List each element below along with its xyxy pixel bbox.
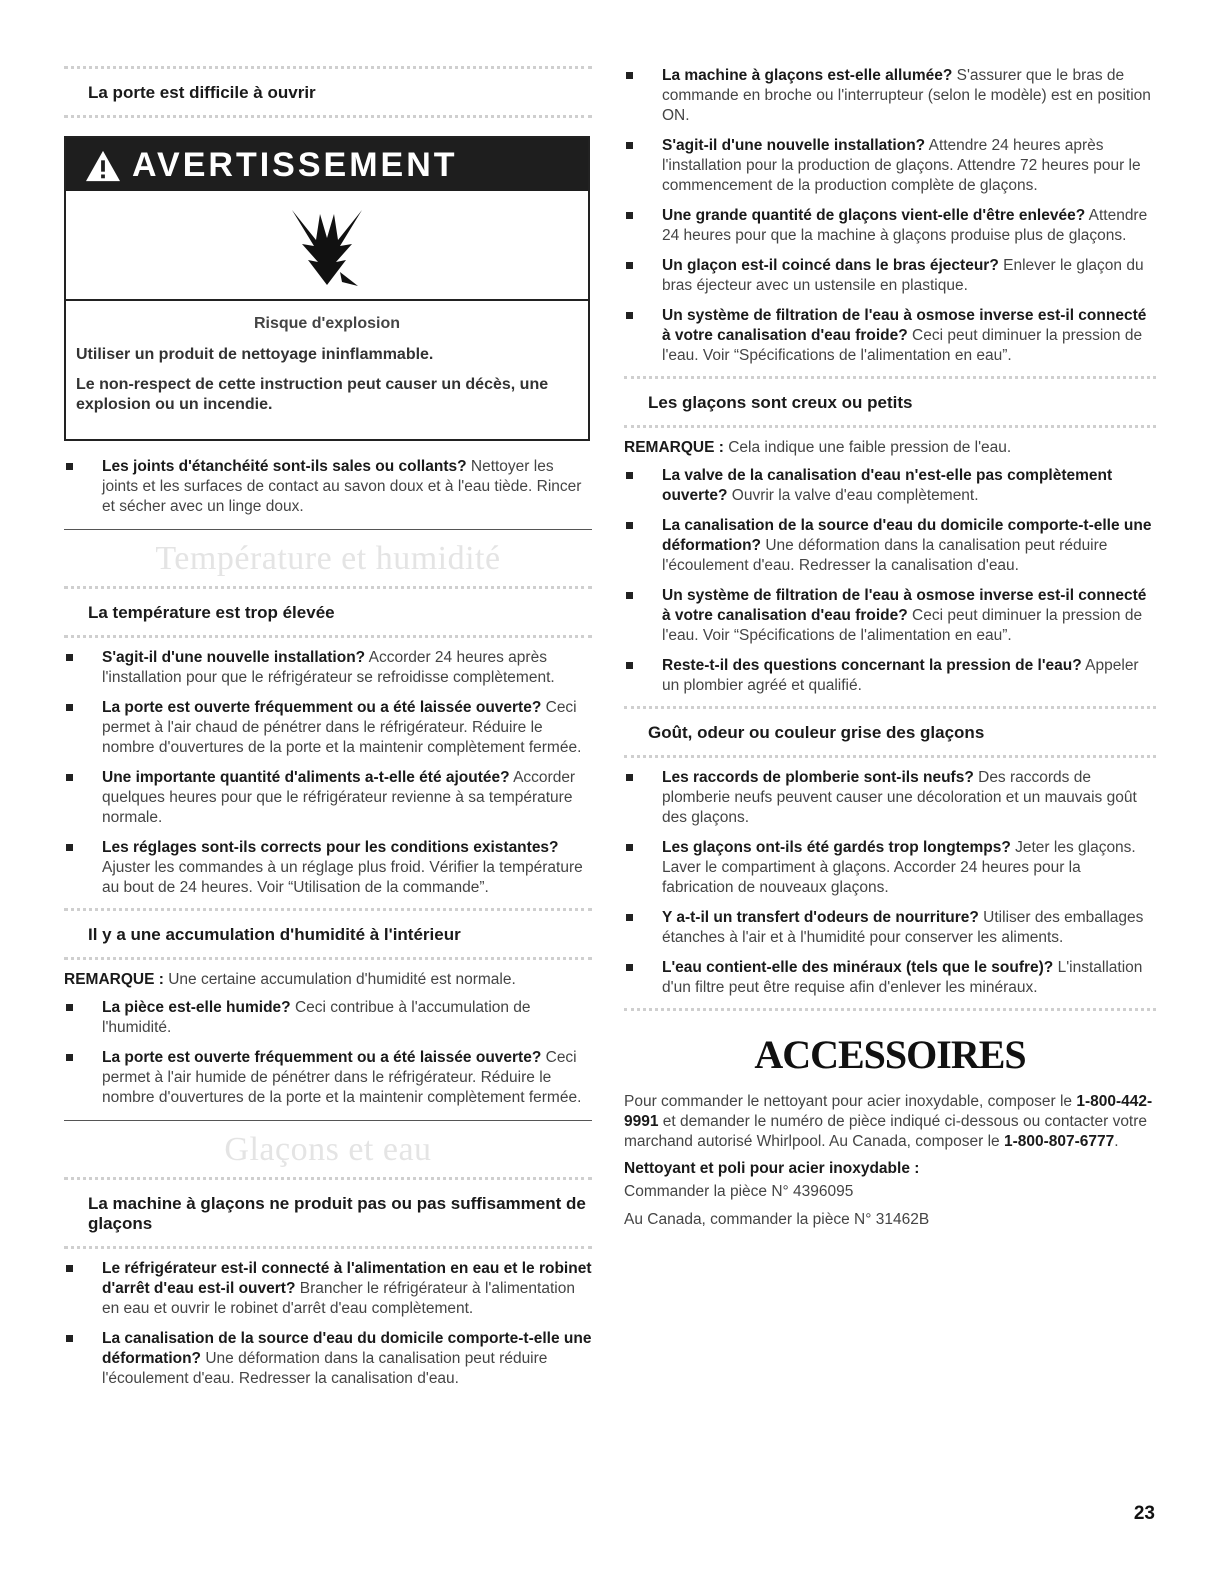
answer: Une déformation dans la canalisation peut réduire l'écoulement d'eau. Redresser la canalisation d'eau. bbox=[662, 537, 1108, 574]
list-item bbox=[624, 136, 1156, 196]
answer: Attendre 24 heures pour que la machine à glaçons produise plus de glaçons. bbox=[662, 207, 1148, 244]
hollow-heading: Les glaçons sont creux ou petits bbox=[624, 376, 1156, 428]
question: La canalisation de la source d'eau du domicile comporte-t-elle une déformation? bbox=[102, 1330, 592, 1367]
question: La pièce est-elle humide? bbox=[102, 999, 291, 1016]
list-item bbox=[624, 908, 1156, 948]
list-item bbox=[624, 656, 1156, 696]
list-item bbox=[624, 306, 1156, 366]
answer: Ceci permet à l'air chaud de pénétrer dans le réfrigérateur. Réduire le nombre d'ouvertures de la porte et la maintenir complètement fermée. bbox=[102, 699, 582, 756]
section-title-ice: Glaçons et eau bbox=[64, 1120, 592, 1169]
question: Une grande quantité de glaçons vient-elle d'être enlevée? bbox=[662, 207, 1086, 224]
answer: Ceci contribue à l'accumulation de l'humidité. bbox=[102, 999, 531, 1036]
warning-box bbox=[64, 136, 590, 441]
question: Un système de filtration de l'eau à osmose inverse est-il connecté à votre canalisation d'eau froide? bbox=[662, 587, 1147, 624]
list-item bbox=[624, 516, 1156, 576]
door-list bbox=[64, 457, 592, 517]
hollow-list bbox=[624, 466, 1156, 696]
warning-title: AVERTISSEMENT bbox=[132, 146, 458, 184]
question: Une importante quantité d'aliments a-t-elle été ajoutée? bbox=[102, 769, 510, 786]
question: L'eau contient-elle des minéraux (tels que le soufre)? bbox=[662, 959, 1054, 976]
bullet-icon bbox=[66, 844, 73, 851]
warning-line1: Utiliser un produit de nettoyage ininflammable. bbox=[76, 346, 434, 363]
bullet-icon bbox=[626, 212, 633, 219]
list-item bbox=[624, 958, 1156, 998]
section-title-temperature: Température et humidité bbox=[64, 529, 592, 578]
list-item bbox=[64, 1048, 592, 1108]
bullet-icon bbox=[66, 463, 73, 470]
temp-list bbox=[64, 648, 592, 898]
phone-number-us: 1-800-442-9991 bbox=[624, 1093, 1153, 1130]
bullet-icon bbox=[626, 914, 633, 921]
bullet-icon bbox=[626, 774, 633, 781]
answer: L'installation d'un filtre peut être requise afin d'enlever les minéraux. bbox=[662, 959, 1143, 996]
phone-number-canada: 1-800-807-6777 bbox=[1003, 1133, 1115, 1150]
answer: Nettoyer les joints et les surfaces de contact au savon doux et à l'eau tiède. Rincer et sécher avec un linge doux. bbox=[102, 458, 582, 515]
warning-risk: Risque d'explosion bbox=[253, 315, 401, 332]
question: La canalisation de la source d'eau du domicile comporte-t-elle une déformation? bbox=[662, 517, 1152, 554]
answer: Des raccords de plomberie neufs peuvent causer une décoloration et un mauvais goût des glaçons. bbox=[662, 769, 1137, 826]
humid-heading: Il y a une accumulation d'humidité à l'intérieur bbox=[64, 908, 592, 960]
accessories-paragraph bbox=[624, 1092, 1156, 1152]
note-label: REMARQUE : bbox=[64, 971, 164, 988]
list-item bbox=[624, 256, 1156, 296]
answer: Jeter les glaçons. Laver le compartiment à glaçons. Accorder 24 heures pour la fabrication de nouveaux glaçons. bbox=[662, 839, 1136, 896]
answer: Ceci peut diminuer la pression de l'eau. Voir “Spécifications de l'alimentation en eau”. bbox=[662, 327, 1143, 364]
acc-text-b: et demander le numéro de pièce indiqué ci-dessous ou contacter votre marchand autorisé Whirlpool. Au Canada, composer le bbox=[624, 1113, 1148, 1150]
bullet-icon bbox=[66, 654, 73, 661]
left-column bbox=[64, 66, 592, 1399]
list-item bbox=[624, 586, 1156, 646]
list-item bbox=[64, 768, 592, 828]
door-heading: La porte est difficile à ouvrir bbox=[64, 66, 592, 118]
order-part-us: Commander la pièce N° 4396095 bbox=[624, 1183, 854, 1200]
answer: Accorder quelques heures pour que le réfrigérateur revienne à sa température normale. bbox=[102, 769, 576, 826]
question: Reste-t-il des questions concernant la pression de l'eau? bbox=[662, 657, 1082, 674]
answer: Ceci peut diminuer la pression de l'eau. Voir “Spécifications de l'alimentation en eau”. bbox=[662, 607, 1143, 644]
question: Y a-t-il un transfert d'odeurs de nourriture? bbox=[662, 909, 979, 926]
bullet-icon bbox=[66, 1265, 73, 1272]
answer: Brancher le réfrigérateur à l'alimentation en eau et ouvrir le robinet d'arrêt d'eau complètement. bbox=[102, 1280, 575, 1317]
list-item bbox=[64, 1329, 592, 1389]
question: Un glaçon est-il coincé dans le bras éjecteur? bbox=[662, 257, 999, 274]
bullet-icon bbox=[626, 142, 633, 149]
list-item bbox=[624, 66, 1156, 126]
right-column bbox=[624, 66, 1156, 1238]
note-text: Cela indique une faible pression de l'eau. bbox=[723, 439, 1012, 456]
question: Les glaçons ont-ils été gardés trop longtemps? bbox=[662, 839, 1011, 856]
taste-list bbox=[624, 768, 1156, 998]
question: Les raccords de plomberie sont-ils neufs? bbox=[662, 769, 974, 786]
warning-body bbox=[66, 301, 588, 439]
note-label: REMARQUE : bbox=[624, 439, 724, 456]
bullet-icon bbox=[66, 1054, 73, 1061]
answer: Appeler un plombier agréé et qualifié. bbox=[662, 657, 1139, 694]
answer: Une déformation dans la canalisation peut réduire l'écoulement d'eau. Redresser la canalisation d'eau. bbox=[102, 1350, 548, 1387]
list-item bbox=[624, 466, 1156, 506]
list-item bbox=[64, 457, 592, 517]
humid-list bbox=[64, 998, 592, 1108]
answer: Accorder 24 heures après l'installation pour que le réfrigérateur se refroidisse complètement. bbox=[102, 649, 555, 686]
answer: Attendre 24 heures après l'installation pour la production de glaçons. Attendre 72 heures pour le commencement de la production complète de glaçons. bbox=[662, 137, 1141, 194]
temp-heading: La température est trop élevée bbox=[64, 586, 592, 638]
hollow-note bbox=[624, 438, 1156, 458]
bullet-icon bbox=[66, 1335, 73, 1342]
order-part-canada: Au Canada, commander la pièce N° 31462B bbox=[624, 1211, 930, 1228]
list-item bbox=[624, 768, 1156, 828]
question: La porte est ouverte fréquemment ou a été laissée ouverte? bbox=[102, 1049, 542, 1066]
ice-list-continued bbox=[624, 66, 1156, 366]
list-item bbox=[64, 648, 592, 688]
bullet-icon bbox=[626, 964, 633, 971]
bullet-icon bbox=[626, 312, 633, 319]
answer: Ouvrir la valve d'eau complètement. bbox=[727, 487, 979, 504]
acc-text-a: Pour commander le nettoyant pour acier inoxydable, composer le bbox=[624, 1093, 1077, 1110]
note-text: Une certaine accumulation d'humidité est normale. bbox=[163, 971, 516, 988]
question: La machine à glaçons est-elle allumée? bbox=[662, 67, 953, 84]
list-item bbox=[64, 698, 592, 758]
question: Les réglages sont-ils corrects pour les conditions existantes? bbox=[102, 839, 559, 856]
question: Les joints d'étanchéité sont-ils sales ou collants? bbox=[102, 458, 467, 475]
list-item bbox=[64, 838, 592, 898]
warning-line2: Le non-respect de cette instruction peut causer un décès, une explosion ou un incendie. bbox=[76, 376, 549, 413]
answer: Ajuster les commandes à un réglage plus froid. Vérifier la température au bout de 24 heures. Voir “Utilisation de la commande”. bbox=[102, 859, 583, 896]
explosion-icon bbox=[66, 191, 588, 301]
question: S'agit-il d'une nouvelle installation? bbox=[102, 649, 366, 666]
bullet-icon bbox=[626, 844, 633, 851]
warning-triangle-icon bbox=[84, 149, 122, 183]
question: S'agit-il d'une nouvelle installation? bbox=[662, 137, 926, 154]
accessories-title: ACCESSOIRES bbox=[624, 1008, 1156, 1078]
list-item bbox=[64, 998, 592, 1038]
acc-text-c: . bbox=[1114, 1133, 1119, 1150]
answer: S'assurer que le bras de commande en broche ou l'interrupteur (selon le modèle) est en position ON. bbox=[662, 67, 1151, 124]
product-name: Nettoyant et poli pour acier inoxydable : bbox=[624, 1160, 920, 1177]
question: Un système de filtration de l'eau à osmose inverse est-il connecté à votre canalisation d'eau froide? bbox=[662, 307, 1147, 344]
bullet-icon bbox=[66, 704, 73, 711]
question: Le réfrigérateur est-il connecté à l'alimentation en eau et le robinet d'arrêt d'eau est-il ouvert? bbox=[102, 1260, 592, 1297]
answer: Ceci permet à l'air humide de pénétrer dans le réfrigérateur. Réduire le nombre d'ouvertures de la porte et la maintenir complètement fermée. bbox=[102, 1049, 582, 1106]
ice-list bbox=[64, 1259, 592, 1389]
answer: Enlever le glaçon du bras éjecteur avec un ustensile en plastique. bbox=[662, 257, 1144, 294]
question: La valve de la canalisation d'eau n'est-elle pas complètement ouverte? bbox=[662, 467, 1113, 504]
bullet-icon bbox=[626, 522, 633, 529]
bullet-icon bbox=[626, 262, 633, 269]
bullet-icon bbox=[626, 72, 633, 79]
answer: Utiliser des emballages étanches à l'air et à l'humidité pour conserver les aliments. bbox=[662, 909, 1144, 946]
list-item bbox=[624, 206, 1156, 246]
bullet-icon bbox=[66, 1004, 73, 1011]
page-number: 23 bbox=[1133, 1503, 1155, 1524]
humid-note bbox=[64, 970, 592, 990]
warning-header bbox=[66, 138, 588, 191]
list-item bbox=[624, 838, 1156, 898]
list-item bbox=[64, 1259, 592, 1319]
question: La porte est ouverte fréquemment ou a été laissée ouverte? bbox=[102, 699, 542, 716]
bullet-icon bbox=[66, 774, 73, 781]
taste-heading: Goût, odeur ou couleur grise des glaçons bbox=[624, 706, 1156, 758]
bullet-icon bbox=[626, 662, 633, 669]
ice-heading: La machine à glaçons ne produit pas ou pas suffisamment de glaçons bbox=[64, 1177, 592, 1249]
bullet-icon bbox=[626, 472, 633, 479]
bullet-icon bbox=[626, 592, 633, 599]
